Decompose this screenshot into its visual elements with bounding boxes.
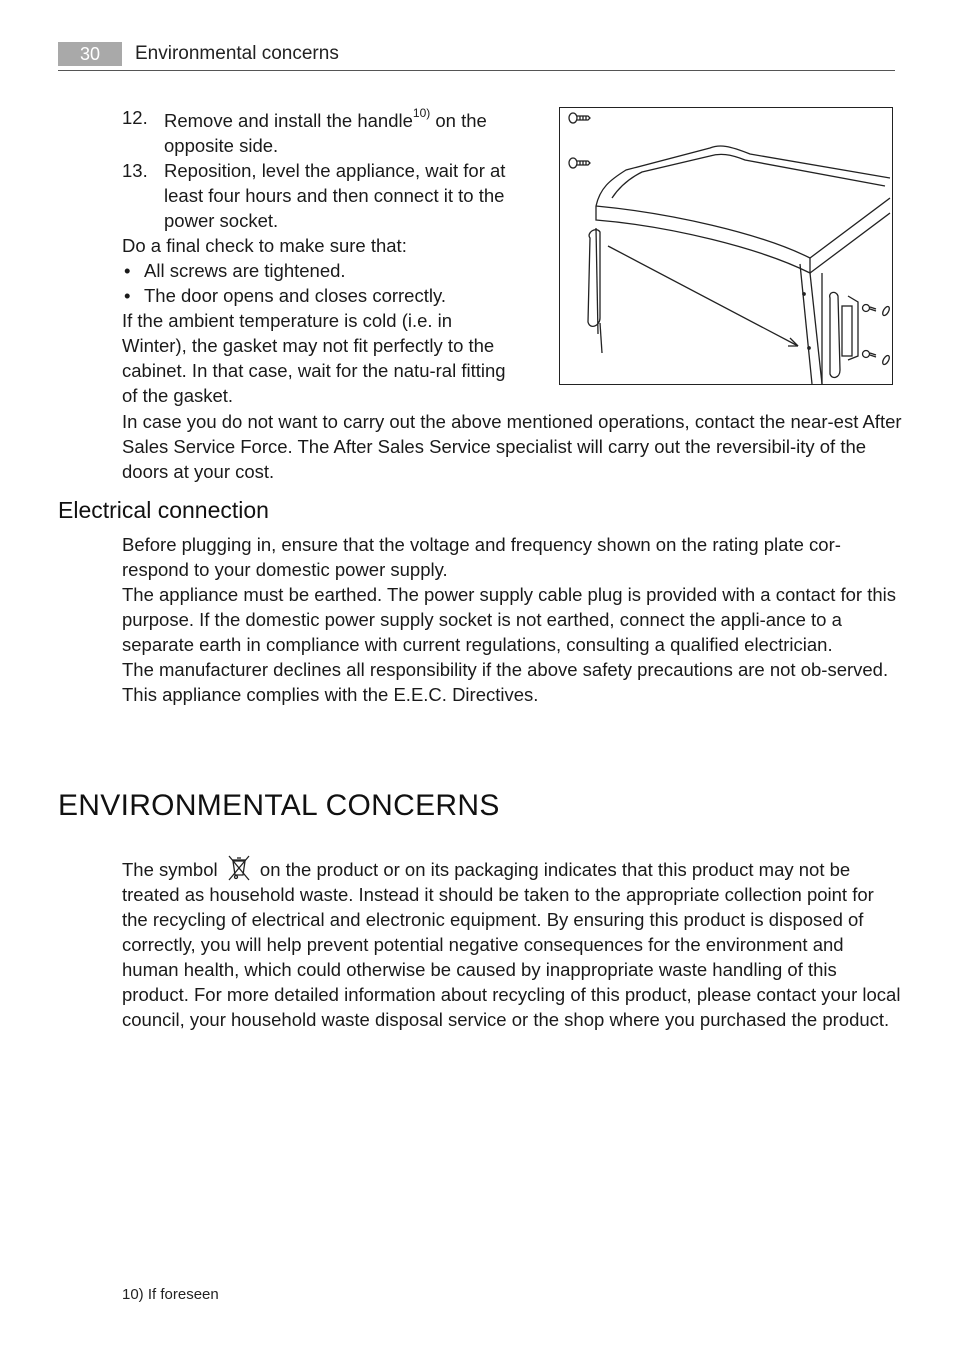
page-header — [58, 40, 895, 71]
step-number: 13. — [122, 160, 148, 181]
symbol-intro-text: The symbol — [122, 859, 218, 880]
cold-temperature-note: If the ambient temperature is cold (i.e. in Winter), the gasket may not fit perfectly to the cabinet. In that case, wait for the natu-ral fitting of the gasket. — [122, 310, 506, 406]
step-number: 12. — [122, 107, 148, 128]
crossed-out-wheelie-bin-icon — [227, 855, 251, 881]
page-number: 30 — [58, 42, 122, 66]
screw-icon — [569, 158, 590, 168]
bullet-text: The door opens and closes correctly. — [144, 285, 446, 306]
bullet-icon: • — [124, 285, 131, 306]
step-text: Remove and install the handle — [164, 110, 413, 131]
door-handle-figure — [559, 107, 893, 385]
paragraph: The manufacturer declines all responsibility if the above safety precautions are not ob-served. — [122, 659, 889, 680]
step-text-continued: on the opposite side. — [164, 110, 487, 156]
footnote: 10) If foreseen — [122, 1286, 219, 1303]
bullet-icon: • — [124, 260, 131, 281]
environmental-concerns-heading: ENVIRONMENTAL CONCERNS — [58, 789, 500, 822]
symbol-explanation-text: on the product or on its packaging indicates that this product may not be treated as household waste. Instead it should be taken to the appropriate collection point for the recycling of electrical and electronic equipment. By ensuring this product is disposed of correctly, you will help prevent potential negative consequences for the environment and human health, which could otherwise be caused by inappropriate waste handling of this product. For more detailed information about recycling of this product, please contact your local council, your household waste disposal service or the shop where you purchased the product. — [122, 859, 901, 1030]
header-section-title: Environmental concerns — [135, 43, 339, 64]
service-note: In case you do not want to carry out the above mentioned operations, contact the near-est After Sales Service Force. The After Sales Service specialist will carry out the reversibil-ity of the doors at your cost. — [122, 411, 902, 482]
paragraph: Before plugging in, ensure that the voltage and frequency shown on the rating plate cor-respond to your domestic power supply. — [122, 534, 841, 580]
instruction-steps — [122, 105, 517, 408]
screw-icon — [569, 113, 590, 123]
final-check-intro: Do a final check to make sure that: — [122, 235, 407, 256]
paragraph: This appliance complies with the E.E.C. Directives. — [122, 684, 539, 705]
fridge-door-handle-diagram — [560, 108, 892, 384]
bullet-item — [122, 258, 517, 283]
bullet-item — [122, 283, 517, 308]
step-13 — [122, 158, 517, 233]
bullet-text: All screws are tightened. — [144, 260, 346, 281]
paragraph: The appliance must be earthed. The power supply cable plug is provided with a contact for this purpose. If the domestic power supply socket is not earthed, connect the appli-ance to a separate earth in compliance with current regulations, consulting a qualified electrician. — [122, 584, 897, 655]
electrical-connection-heading: Electrical connection — [58, 497, 269, 523]
step-12 — [122, 105, 517, 158]
footnote-ref: 10) — [412, 105, 431, 120]
environmental-concerns-body — [122, 855, 902, 1032]
electrical-connection-body — [122, 532, 902, 707]
step-text: Reposition, level the appliance, wait for at least four hours and then connect it to the power socket. — [164, 160, 506, 231]
